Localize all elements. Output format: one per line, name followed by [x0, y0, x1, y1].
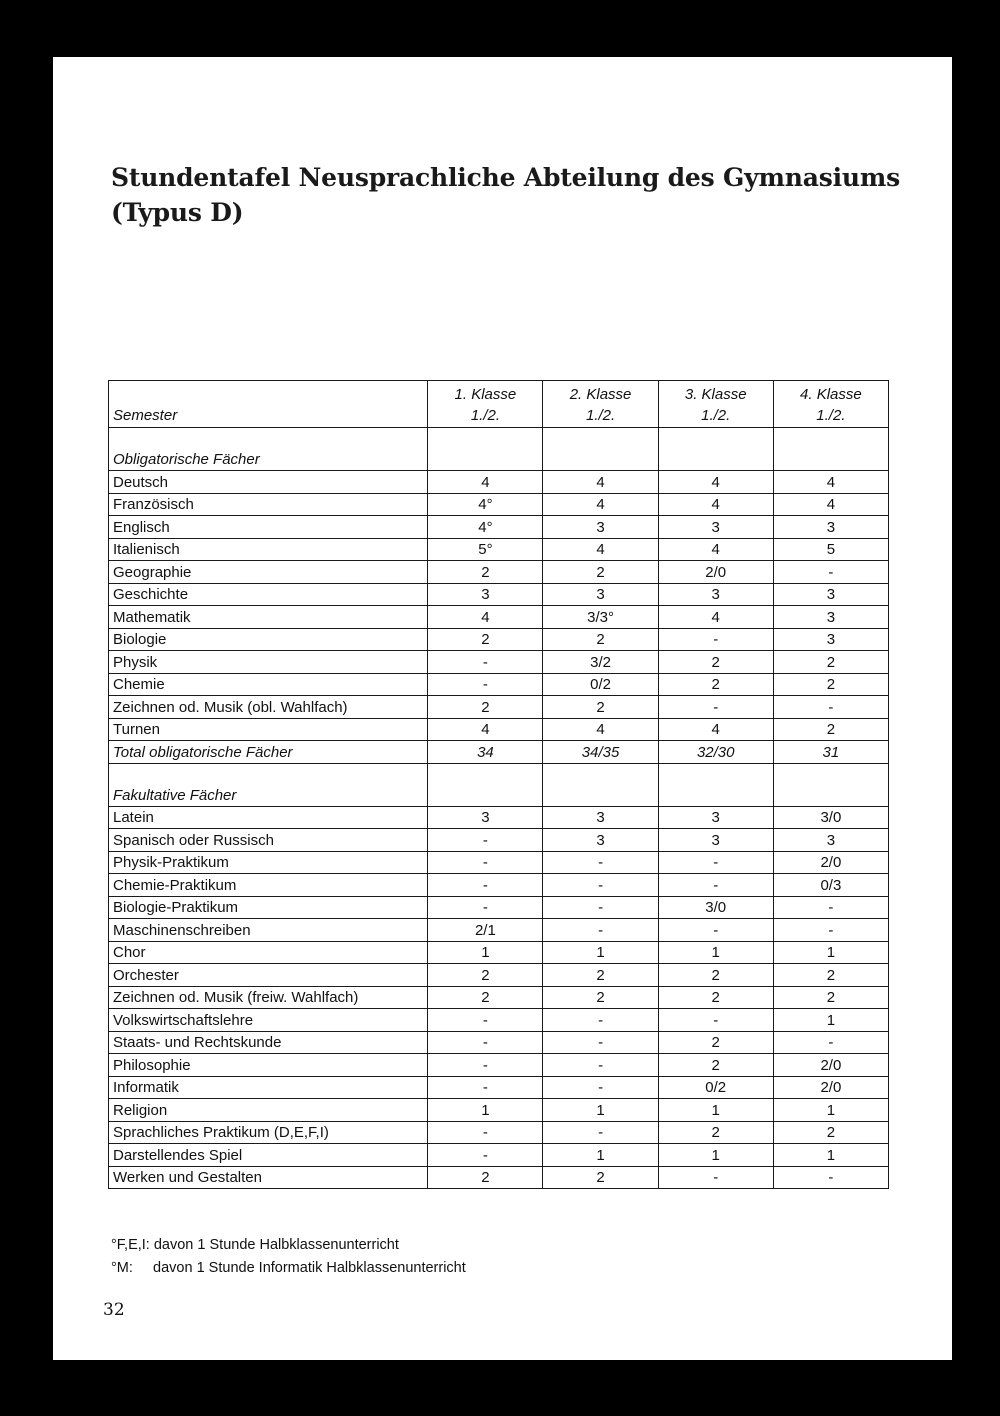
- hours-cell-k3: 32/30: [658, 741, 773, 764]
- hours-cell-k4: 2: [773, 986, 888, 1009]
- hours-cell-k4: 1: [773, 1009, 888, 1032]
- subject-cell: Biologie-Praktikum: [109, 896, 428, 919]
- empty-cell: [773, 428, 888, 471]
- hours-cell-k3: -: [658, 851, 773, 874]
- hours-cell-k4: 31: [773, 741, 888, 764]
- table-row: [109, 896, 889, 919]
- hours-cell-k1: -: [428, 1144, 543, 1167]
- klasse-1-header: [428, 381, 543, 428]
- hours-cell-k3: 2: [658, 964, 773, 987]
- hours-cell-k3: 3/0: [658, 896, 773, 919]
- subject-cell: Französisch: [109, 493, 428, 516]
- optional-section-heading: Fakultative Fächer: [109, 763, 428, 806]
- table-row: [109, 941, 889, 964]
- hours-cell-k2: -: [543, 1121, 658, 1144]
- hours-cell-k2: 2: [543, 1166, 658, 1189]
- hours-cell-k2: -: [543, 896, 658, 919]
- hours-cell-k2: 0/2: [543, 673, 658, 696]
- hours-cell-k1: -: [428, 829, 543, 852]
- hours-cell-k3: -: [658, 874, 773, 897]
- hours-cell-k4: 1: [773, 1099, 888, 1122]
- hours-cell-k1: -: [428, 896, 543, 919]
- subject-cell: Informatik: [109, 1076, 428, 1099]
- hours-cell-k2: 1: [543, 941, 658, 964]
- hours-cell-k1: -: [428, 651, 543, 674]
- subject-cell: Sprachliches Praktikum (D,E,F,I): [109, 1121, 428, 1144]
- hours-cell-k3: 3: [658, 806, 773, 829]
- klasse-3-semester: 1./2.: [701, 407, 731, 424]
- subject-cell: Maschinenschreiben: [109, 919, 428, 942]
- hours-cell-k4: 4: [773, 471, 888, 494]
- title-line-2: (Typus D): [111, 198, 244, 227]
- hours-cell-k2: 3: [543, 829, 658, 852]
- hours-cell-k1: -: [428, 1076, 543, 1099]
- klasse-4-header: [773, 381, 888, 428]
- hours-cell-k1: 5°: [428, 538, 543, 561]
- hours-cell-k2: 4: [543, 718, 658, 741]
- hours-cell-k4: 3: [773, 606, 888, 629]
- table-row: [109, 673, 889, 696]
- hours-cell-k2: -: [543, 919, 658, 942]
- subject-cell: Zeichnen od. Musik (freiw. Wahlfach): [109, 986, 428, 1009]
- klasse-1-label: 1. Klasse: [454, 386, 517, 403]
- table-row: [109, 829, 889, 852]
- subject-cell: Zeichnen od. Musik (obl. Wahlfach): [109, 696, 428, 719]
- hours-cell-k1: 2: [428, 696, 543, 719]
- subject-cell: Latein: [109, 806, 428, 829]
- hours-cell-k2: 3/3°: [543, 606, 658, 629]
- schedule-table: [108, 380, 889, 1189]
- subject-cell: Biologie: [109, 628, 428, 651]
- footnote-fei: °F,E,I: davon 1 Stunde Halbklassenunterricht: [111, 1237, 399, 1253]
- hours-cell-k4: -: [773, 919, 888, 942]
- klasse-4-semester: 1./2.: [816, 407, 846, 424]
- table-row: [109, 1054, 889, 1077]
- hours-cell-k2: 2: [543, 986, 658, 1009]
- hours-cell-k2: 1: [543, 1144, 658, 1167]
- hours-cell-k3: 2: [658, 1121, 773, 1144]
- hours-cell-k1: 2: [428, 1166, 543, 1189]
- optional-section-row: [109, 763, 889, 806]
- hours-cell-k4: 5: [773, 538, 888, 561]
- table-row: [109, 1166, 889, 1189]
- document-page: [53, 57, 952, 1360]
- hours-cell-k1: 2: [428, 986, 543, 1009]
- hours-cell-k2: 1: [543, 1099, 658, 1122]
- empty-cell: [658, 428, 773, 471]
- hours-cell-k3: 0/2: [658, 1076, 773, 1099]
- subject-cell: Chor: [109, 941, 428, 964]
- empty-cell: [543, 763, 658, 806]
- hours-cell-k1: 4°: [428, 516, 543, 539]
- hours-cell-k3: 1: [658, 1099, 773, 1122]
- subject-cell: Werken und Gestalten: [109, 1166, 428, 1189]
- page-title: [111, 160, 900, 230]
- table-row: [109, 718, 889, 741]
- hours-cell-k1: -: [428, 673, 543, 696]
- hours-cell-k4: -: [773, 1166, 888, 1189]
- hours-cell-k1: -: [428, 851, 543, 874]
- hours-cell-k2: 4: [543, 493, 658, 516]
- subject-cell: Mathematik: [109, 606, 428, 629]
- hours-cell-k2: -: [543, 1054, 658, 1077]
- table-row: [109, 471, 889, 494]
- klasse-3-label: 3. Klasse: [684, 386, 747, 403]
- hours-cell-k3: -: [658, 628, 773, 651]
- hours-cell-k1: 3: [428, 583, 543, 606]
- subject-cell: Physik: [109, 651, 428, 674]
- hours-cell-k4: 3: [773, 583, 888, 606]
- hours-cell-k1: 4: [428, 471, 543, 494]
- hours-cell-k4: -: [773, 561, 888, 584]
- hours-cell-k2: 2: [543, 561, 658, 584]
- subject-cell: Deutsch: [109, 471, 428, 494]
- hours-cell-k3: 4: [658, 718, 773, 741]
- hours-cell-k1: -: [428, 1009, 543, 1032]
- hours-cell-k2: 2: [543, 964, 658, 987]
- hours-cell-k3: 2/0: [658, 561, 773, 584]
- hours-cell-k3: -: [658, 1166, 773, 1189]
- hours-cell-k4: 3: [773, 628, 888, 651]
- klasse-2-semester: 1./2.: [585, 407, 616, 424]
- table-row: [109, 851, 889, 874]
- table-row: [109, 561, 889, 584]
- table-row: [109, 493, 889, 516]
- table-row: [109, 651, 889, 674]
- hours-cell-k1: -: [428, 1031, 543, 1054]
- hours-cell-k2: 2: [543, 696, 658, 719]
- subject-cell: Spanisch oder Russisch: [109, 829, 428, 852]
- hours-cell-k3: 1: [658, 1144, 773, 1167]
- footnote-m: °M: davon 1 Stunde Informatik Halbklassenunterricht: [111, 1260, 466, 1276]
- footnotes: [111, 1234, 466, 1280]
- hours-cell-k4: -: [773, 696, 888, 719]
- hours-cell-k4: 2: [773, 651, 888, 674]
- hours-cell-k2: 4: [543, 471, 658, 494]
- hours-cell-k4: -: [773, 896, 888, 919]
- hours-cell-k1: 4°: [428, 493, 543, 516]
- hours-cell-k1: 1: [428, 1099, 543, 1122]
- hours-cell-k2: 3: [543, 516, 658, 539]
- hours-cell-k3: 2: [658, 986, 773, 1009]
- hours-cell-k3: -: [658, 1009, 773, 1032]
- table-row: [109, 919, 889, 942]
- hours-cell-k1: -: [428, 1054, 543, 1077]
- table-row: [109, 1121, 889, 1144]
- hours-cell-k1: 4: [428, 606, 543, 629]
- hours-cell-k4: -: [773, 1031, 888, 1054]
- hours-cell-k1: 2: [428, 964, 543, 987]
- hours-cell-k2: 2: [543, 628, 658, 651]
- table-row: [109, 1076, 889, 1099]
- klasse-4-label: 4. Klasse: [800, 386, 862, 403]
- subject-cell: Geographie: [109, 561, 428, 584]
- semester-header: Semester: [109, 381, 428, 428]
- klasse-3-header: [658, 381, 773, 428]
- hours-cell-k3: 2: [658, 1031, 773, 1054]
- obligatory-section-heading: Obligatorische Fächer: [109, 428, 428, 471]
- table-row: [109, 606, 889, 629]
- klasse-2-header: [543, 381, 658, 428]
- hours-cell-k4: 1: [773, 1144, 888, 1167]
- obligatory-section-row: [109, 428, 889, 471]
- hours-cell-k4: 3: [773, 516, 888, 539]
- hours-cell-k3: 4: [658, 471, 773, 494]
- subject-cell: Geschichte: [109, 583, 428, 606]
- total-row: [109, 741, 889, 764]
- hours-cell-k2: 3: [543, 583, 658, 606]
- table-row: [109, 806, 889, 829]
- hours-cell-k2: -: [543, 1031, 658, 1054]
- hours-cell-k3: 3: [658, 583, 773, 606]
- hours-cell-k2: 4: [543, 538, 658, 561]
- hours-cell-k2: 3/2: [543, 651, 658, 674]
- hours-cell-k4: 0/3: [773, 874, 888, 897]
- subject-cell: Volkswirtschaftslehre: [109, 1009, 428, 1032]
- hours-cell-k4: 2: [773, 673, 888, 696]
- hours-cell-k1: 2: [428, 628, 543, 651]
- hours-cell-k3: 1: [658, 941, 773, 964]
- hours-cell-k2: 34/35: [543, 741, 658, 764]
- hours-cell-k3: 4: [658, 493, 773, 516]
- hours-cell-k1: 3: [428, 806, 543, 829]
- empty-cell: [428, 428, 543, 471]
- hours-cell-k1: 4: [428, 718, 543, 741]
- table-row: [109, 538, 889, 561]
- hours-cell-k1: 2: [428, 561, 543, 584]
- table-row: [109, 874, 889, 897]
- subject-cell: Physik-Praktikum: [109, 851, 428, 874]
- subject-cell: Total obligatorische Fächer: [109, 741, 428, 764]
- table-row: [109, 964, 889, 987]
- hours-cell-k1: 2/1: [428, 919, 543, 942]
- subject-cell: Orchester: [109, 964, 428, 987]
- subject-cell: Staats- und Rechtskunde: [109, 1031, 428, 1054]
- hours-cell-k2: -: [543, 874, 658, 897]
- hours-cell-k3: 4: [658, 606, 773, 629]
- klasse-2-label: 2. Klasse: [569, 386, 632, 403]
- hours-cell-k1: -: [428, 874, 543, 897]
- title-line-1: Stundentafel Neusprachliche Abteilung des Gymnasiums: [111, 163, 900, 192]
- empty-cell: [428, 763, 543, 806]
- hours-cell-k4: 2/0: [773, 1076, 888, 1099]
- hours-cell-k4: 2: [773, 718, 888, 741]
- hours-cell-k4: 4: [773, 493, 888, 516]
- empty-cell: [658, 763, 773, 806]
- empty-cell: [773, 763, 888, 806]
- table-row: [109, 583, 889, 606]
- hours-cell-k3: 2: [658, 1054, 773, 1077]
- hours-cell-k3: -: [658, 696, 773, 719]
- hours-cell-k4: 3: [773, 829, 888, 852]
- table-row: [109, 1009, 889, 1032]
- hours-cell-k3: -: [658, 919, 773, 942]
- table-row: [109, 696, 889, 719]
- klasse-1-semester: 1./2.: [470, 407, 500, 424]
- table-row: [109, 628, 889, 651]
- hours-cell-k1: 34: [428, 741, 543, 764]
- subject-cell: Italienisch: [109, 538, 428, 561]
- table-row: [109, 1099, 889, 1122]
- subject-cell: Chemie-Praktikum: [109, 874, 428, 897]
- hours-cell-k4: 2: [773, 964, 888, 987]
- table-row: [109, 1031, 889, 1054]
- hours-cell-k4: 2/0: [773, 851, 888, 874]
- hours-cell-k4: 2: [773, 1121, 888, 1144]
- hours-cell-k3: 3: [658, 829, 773, 852]
- subject-cell: Englisch: [109, 516, 428, 539]
- hours-cell-k2: -: [543, 1076, 658, 1099]
- hours-cell-k1: -: [428, 1121, 543, 1144]
- table-row: [109, 986, 889, 1009]
- hours-cell-k3: 2: [658, 673, 773, 696]
- page-number: 32: [103, 1300, 125, 1320]
- hours-cell-k2: -: [543, 851, 658, 874]
- table-row: [109, 516, 889, 539]
- hours-cell-k4: 2/0: [773, 1054, 888, 1077]
- hours-cell-k2: -: [543, 1009, 658, 1032]
- hours-cell-k4: 3/0: [773, 806, 888, 829]
- hours-cell-k3: 3: [658, 516, 773, 539]
- table-row: [109, 1144, 889, 1167]
- subject-cell: Religion: [109, 1099, 428, 1122]
- subject-cell: Turnen: [109, 718, 428, 741]
- subject-cell: Chemie: [109, 673, 428, 696]
- subject-cell: Darstellendes Spiel: [109, 1144, 428, 1167]
- empty-cell: [543, 428, 658, 471]
- hours-cell-k4: 1: [773, 941, 888, 964]
- hours-cell-k3: 4: [658, 538, 773, 561]
- subject-cell: Philosophie: [109, 1054, 428, 1077]
- hours-cell-k1: 1: [428, 941, 543, 964]
- hours-cell-k2: 3: [543, 806, 658, 829]
- table-header-row: [109, 381, 889, 428]
- hours-cell-k3: 2: [658, 651, 773, 674]
